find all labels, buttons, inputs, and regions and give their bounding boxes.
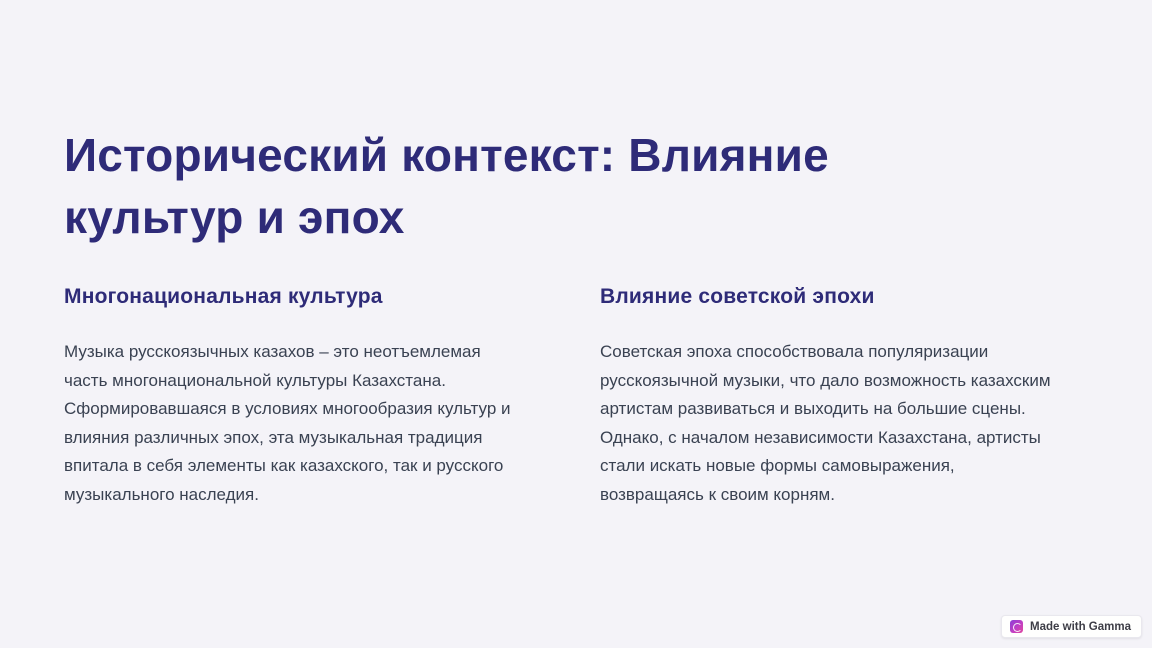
made-with-gamma-badge[interactable] (1001, 615, 1142, 638)
column-body-multinational-culture: Музыка русскоязычных казахов – это неотъемлемая часть многонациональной культуры Казахстана. Сформировавшаяся в условиях многообразия культур и влияния различных эпох, эта музыкальная традиция впитала в себя элементы как казахского, так и русского музыкального наследия. (64, 342, 511, 504)
column-heading-multinational-culture: Многонациональная культура (64, 285, 383, 308)
made-with-gamma-label: Made with Gamma (1030, 620, 1131, 633)
gamma-logo-icon (1010, 620, 1023, 633)
content-columns (64, 284, 1088, 509)
column-soviet-era (600, 284, 1088, 509)
slide-title: Исторический контекст: Влияние культур и эпох (64, 129, 829, 243)
column-heading-soviet-era: Влияние советской эпохи (600, 285, 875, 308)
column-body-soviet-era: Советская эпоха способствовала популяризации русскоязычной музыки, что дало возможность казахским артистам развиваться и выходить на большие сцены. Однако, с началом независимости Казахстана, артисты стали искать новые формы самовыражения, возвращаясь к своим корням. (600, 342, 1051, 504)
column-multinational-culture (64, 284, 552, 509)
